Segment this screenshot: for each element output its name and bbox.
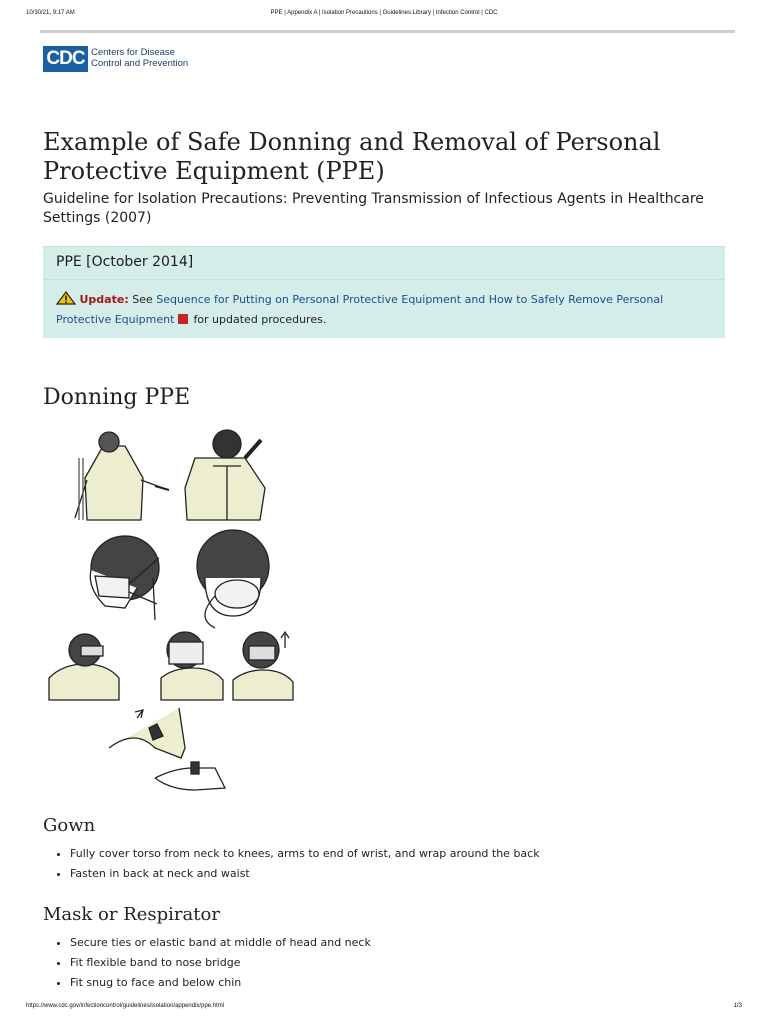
- update-label: Update:: [79, 293, 129, 306]
- mask-profile-figure: [90, 536, 159, 620]
- callout-body: [56, 290, 718, 330]
- logo-line-2: Control and Prevention: [91, 58, 189, 69]
- cdc-logo-text: [91, 47, 231, 69]
- logo-line-1: Centers for Disease: [91, 47, 175, 58]
- mask-heading: Mask or Respirator: [43, 904, 220, 925]
- page-title: Example of Safe Donning and Removal of Personal Protective Equipment (PPE): [43, 128, 661, 185]
- ppe-sequence-link[interactable]: Sequence for Putting on Personal Protective Equipment and How to Safely Remove Personal Protective Equipment: [56, 293, 664, 326]
- pdf-icon[interactable]: [178, 314, 188, 324]
- gown-heading: Gown: [43, 815, 96, 836]
- see-text: See: [132, 293, 153, 306]
- warning-triangle-icon: [56, 291, 76, 305]
- print-page-number: 1/3: [733, 1003, 742, 1009]
- gloves-figure: [109, 708, 225, 790]
- respirator-figure: [197, 530, 269, 628]
- list-item: • Fasten in back at neck and waist: [70, 864, 760, 884]
- list-item: • Fully cover torso from neck to knees, arms to end of wrist, and wrap around the back: [70, 844, 760, 864]
- callout-title: PPE [October 2014]: [56, 254, 194, 270]
- donning-heading: Donning PPE: [43, 385, 191, 410]
- gown-back-figure: [185, 430, 265, 520]
- callout-header: [43, 247, 725, 280]
- print-header: [0, 10, 768, 22]
- print-title: PPE | Appendix A | Isolation Precautions | Guidelines Library | Infection Control | CDC: [270, 10, 498, 16]
- update-callout: [43, 246, 725, 338]
- mask-list: [43, 933, 760, 993]
- gown-list: [43, 844, 760, 884]
- goggles-figures: [49, 632, 293, 700]
- print-url: https://www.cdc.gov/infectioncontrol/guidelines/isolation/appendix/ppe.html: [26, 1003, 225, 1009]
- cdc-logo-mark: CDC: [43, 46, 88, 72]
- gown-front-figure: [75, 432, 169, 520]
- header-divider: [40, 30, 735, 33]
- print-date: 10/30/21, 9:17 AM: [26, 10, 75, 16]
- callout-tail: for updated procedures.: [193, 313, 327, 326]
- donning-ppe-illustration: [45, 428, 305, 794]
- print-footer: [0, 1003, 768, 1013]
- page-subtitle: Guideline for Isolation Precautions: Preventing Transmission of Infectious Agents in Healthcare Settings (2007): [43, 191, 704, 226]
- list-item: • Secure ties or elastic band at middle of head and neck: [70, 933, 760, 953]
- list-item: • Fit snug to face and below chin: [70, 973, 760, 993]
- list-item: • Fit flexible band to nose bridge: [70, 953, 760, 973]
